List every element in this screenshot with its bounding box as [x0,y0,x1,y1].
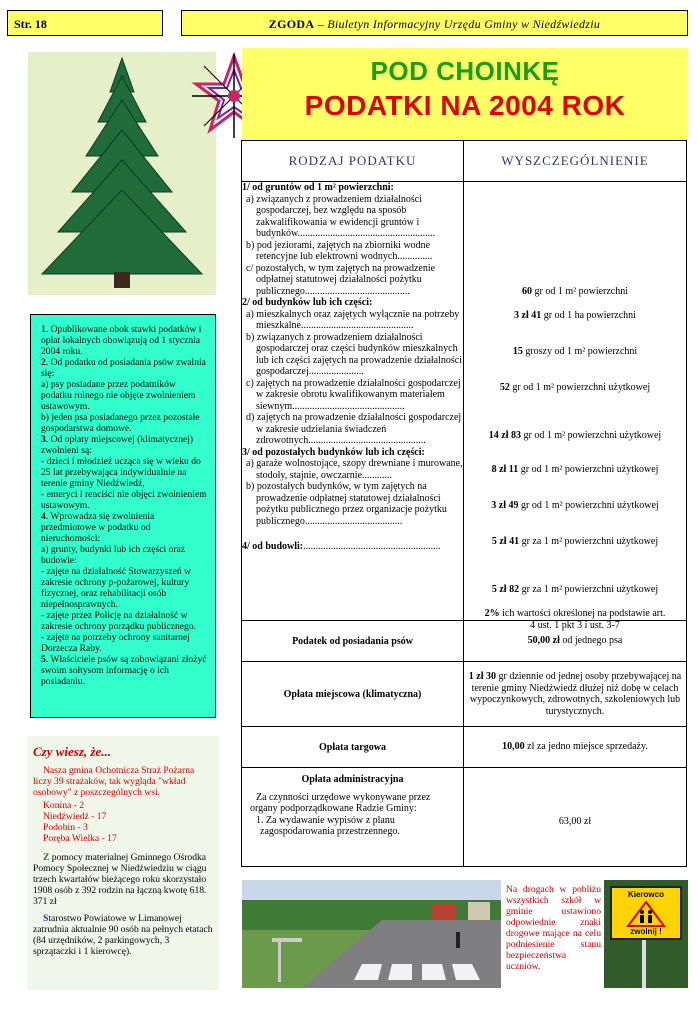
note-4a: a) grunty, budynki lub ich części oraz budowle: [41,544,186,566]
rate-other-a: 5 zł 41 gr za 1 m² powierzchni użytkowej [491,536,659,547]
note-4d: - zajęte na potrzeby ochrony sanitarnej Dorzecza Raby. [41,632,190,654]
note-2: 2. Od podatku od posiadania psów zwalnia się: [41,357,206,379]
rate-land-b: 3 zł 41 gr od 1 ha powierzchni [514,310,636,321]
bulletin-subtitle: Biuletyn Informacyjny Urzędu Gminy w Niedźwiedziu [327,17,601,31]
note-3: 3. Od opłaty miejscowej (klimatycznej) zwolnieni są: [41,434,194,456]
rate-structures: 2% ich wartości określonej na podstawie art. 4 ust. 1 pkt 3 i ust. 3-7 [484,608,666,631]
table-row-admin-fee [242,768,687,867]
list-item: Konina - 2 [43,800,85,811]
did-you-know-box [27,736,219,990]
property-tax-types [242,182,464,621]
photo-caption: Na drogach w pobliżu wszystkich szkół w gminie ustawiono odpowiednie znaki drogowe mające na celu podniesienie stanu bezpieczeństwa uczniów. [506,884,601,972]
sign-bottom-text: zwolnij ! [630,927,662,936]
column-header-details: WYSZCZEGÓLNIENIE [464,141,687,182]
note-4: 4. Wprowadza się zwolnienia przedmiotowe w podatku od nieruchomości: [41,511,155,544]
tax-notes-box [30,314,216,718]
table-header-row [242,141,687,182]
resort-fee-label: Opłata miejscowa (klimatyczna) [242,662,464,727]
bulletin-name: ZGODA [268,17,315,31]
note-1: 1. Opublikowane obok stawki podatków i opłat lokalnych obowiązują od 1 stycznia 2004 roku. [41,324,202,357]
headline-line-2: PODATKI NA 2004 ROK [304,90,626,121]
other-item-a: a) garaże wolnostojące, szopy drewniane i murowane, stodoły, stajnie, owczarnie............ [246,458,463,481]
sign-top-text: Kierowco [627,890,664,899]
admin-fee-desc: Za czynności urzędowe wykonywane przez organy podporządkowane Radzie Gminy: [250,791,431,814]
note-5: 5. Właściciele psów są zobowiązani złożyć swoim sołtysom informację o ich posiadaniu. [41,654,207,687]
bulletin-title [181,10,688,36]
buildings-item-b: b) związanych z prowadzeniem działalności gospodarczej oraz części budynków mieszkalnych lub ich części zajętych na prowadzenie działalności gospodarczej...................... [246,331,463,377]
table-row-property-tax [242,182,687,621]
fire-brigade-list [33,800,213,844]
note-2b: b) jeden psa posiadanego przez pozostałe gospodarstwa domowe. [41,412,200,434]
other-buildings-title: 3/ od pozostałych budynków lub ich części: [242,446,425,458]
title-separator: – [314,17,328,31]
market-fee-rate: 10,00 zł za jedno miejsce sprzedaży. [464,727,687,768]
did-you-know-heading: Czy wiesz, że... [33,744,111,759]
page-number: Str. 18 [7,10,163,36]
note-3b: - emeryci i renciści nie objęci zwolnieniem ustawowym. [41,489,207,511]
note-4b: - zajęte na działalność Stowarzyszeń w zakresie ochrony p-pożarowej, kultury fizycznej, oraz rehabilitacji osób niepełnosprawnych. [41,566,191,610]
rate-land-a: 60 gr od 1 m² powierzchni [521,286,629,297]
buildings-item-c: c) zajętych na prowadzenie działalności gospodarczej w zakresie obrotu kwalifikowanym materiałem siewnym............................................. [246,377,461,412]
admin-fee-rate: 63,00 zł [464,768,687,867]
list-item: Poręba Wielka - 17 [43,833,117,844]
fire-brigade-paragraph: Nasza gmina Ochotnicza Straż Pożarna liczy 39 strażaków, tak wygląda "wkład osobowy" z poszczególnych wsi. [33,765,195,798]
column-header-tax-type: RODZAJ PODATKU [242,141,464,182]
sign-pole [642,940,646,988]
land-item-b: b) pod jeziorami, zajętych na zbiorniki wodne retencyjne lub elektrowni wodnych.............. [246,239,433,262]
road-sign-photo [604,880,688,988]
other-item-b: b) pozostałych budynków, w tym zajętych na prowadzenie odpłatnej statutowej działalności pożytku publicznego przez organizacje pożytku publicznego....................................... [246,481,447,527]
dog-tax-label: Podatek od posiadania psów [242,621,464,662]
table-row-market-fee [242,727,687,768]
rate-buildings-c: 8 zł 11 gr od 1 m² powierzchni użytkowej [491,464,659,475]
rate-other-b: 5 zł 82 gr za 1 m² powierzchni użytkowej [491,584,659,595]
crosswalk-photo [242,880,501,988]
buildings-item-d: d) zajętych na prowadzenie działalności gospodarczej w zakresie udzielania świadczeń zdrowotnych............................................... [246,412,462,446]
land-item-c: c/ pozostałych, w tym zajętych na prowadzenie odpłatnej statutowej działalności pożytku publicznego.......................................... [246,262,436,297]
structures-dots: ....................................................... [303,541,441,552]
land-tax-title: 1/ od gruntów od 1 m² powierzchni: [242,182,394,193]
social-aid-paragraph: Z pomocy materialnej Gminnego Ośrodka Pomocy Społecznej w Niedźwiedziu w ciągu trzech kwartałów bieżącego roku skorzystało 1908 osób z 392 rodzin na łączną kwotę 618. 371 zł [33,852,207,907]
children-crossing-icon [612,900,680,928]
list-item: Niedźwiedź - 17 [43,811,107,822]
list-item: Podobin - 3 [43,822,88,833]
headline-line-1: POD CHOINKĘ [370,56,560,86]
resort-fee-rate: 1 zł 30 gr dziennie od jednej osoby przebywającej na terenie gminy Niedźwiedź dłużej niż dobę w celach wypoczynkowych, zdrowotnych, szkoleniowych lub turystycznych. [464,662,687,727]
property-tax-rates [464,182,687,631]
road-photo-icon [242,880,501,988]
table-row-resort-fee [242,662,687,727]
rate-buildings-d: 3 zł 49 gr od 1 m² powierzchni użytkowej [491,500,659,511]
note-4c: - zajęte przez Policję na działalność w zakresie ochrony porządku publicznego. [41,610,197,632]
market-fee-label: Opłata targowa [242,727,464,768]
rate-buildings-a: 52 gr od 1 m² powierzchni użytkowej [499,382,651,393]
buildings-item-a: a) mieszkalnych oraz zajętych wyłącznie na potrzeby mieszkalne............................................. [246,308,460,331]
admin-fee-label: Opłata administracyjna [301,774,404,785]
district-office-paragraph: Starostwo Powiatowe w Limanowej zatrudnia aktualnie 90 osób na pełnych etatach (84 urzędników, 2 parkingowych, 3 sprzątaczki i 1 kierowcę). [33,913,213,957]
note-3a: - dzieci i młodzież ucząca się w wieku do 25 lat przebywająca indywidualnie na terenie gminy Niedźwiedź, [41,456,201,489]
warning-sign [610,886,682,940]
admin-fee-details [242,768,464,867]
tax-rates-table [241,140,687,867]
buildings-tax-title: 2/ od budynków lub ich części: [242,297,373,308]
rate-buildings-b: 14 zł 83 gr od 1 m² powierzchni użytkowej [488,430,662,441]
note-2a: a) psy posiadane przez podatników podatku rolnego nie objęte zwolnieniem ustawowym. [41,379,196,412]
rate-land-c: 15 groszy od 1 m² powierzchni [512,346,638,357]
structures-title: 4/ od budowli: [242,541,304,552]
admin-fee-item: 1. Za wydawanie wypisów z planu zagospodarowania przestrzennego. [256,814,400,837]
headline-banner [242,48,688,140]
structures-row [242,541,463,553]
land-item-a: a) związanych z prowadzeniem działalności gospodarczej, bez względu na sposób zakwalifikowania w ewidencji gruntów i budynków....................................................... [246,193,436,239]
dog-tax-rate: 50,00 zł od jednego psa [464,621,687,662]
